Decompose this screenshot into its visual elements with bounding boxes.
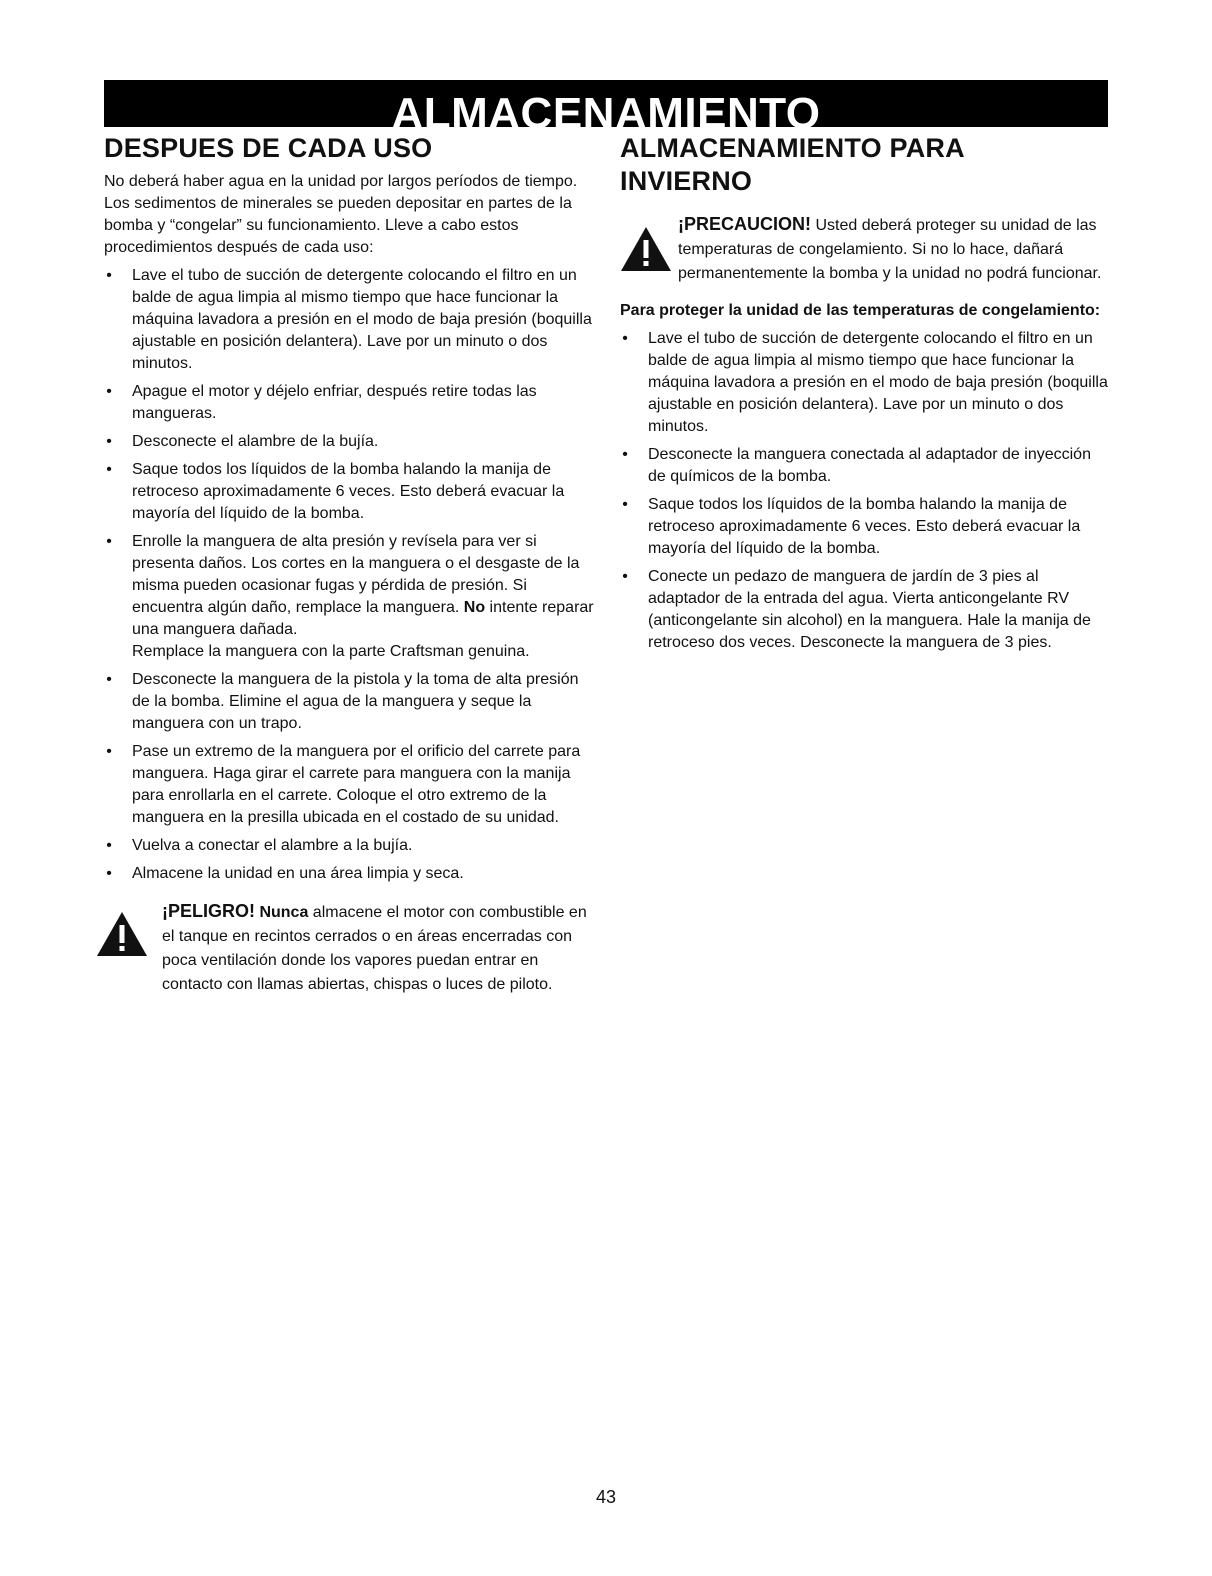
list-item: • Conecte un pedazo de manguera de jardín de 3 pies al adaptador de la entrada del agua. Vierta anticongelante RV (anticongelante sin alcohol) en la manguera. Hale la manija de retroceso dos veces. Desconecte la manguera de 3 pies. [622, 568, 1091, 651]
right-column [620, 132, 1110, 660]
list-item: • Enrolle la manguera de alta presión y revísela para ver si presenta daños. Los cortes en la manguera o el desgaste de la misma pueden ocasionar fugas y pérdida de presión. Si encuentra algún daño, remplace la manguera. No intente reparar una manguera dañada. Remplace la manguera con la parte Craftsman genuina. [106, 533, 594, 660]
page-number: 43 [595, 1487, 617, 1507]
list-item: • Pase un extremo de la manguera por el orificio del carrete para manguera. Haga girar el carrete para manguera con la manija para enrollarla en el carrete. Coloque el otro extremo de la manguera en la presilla ubicada en el costado de su unidad. [106, 743, 581, 826]
caution-label: ¡PRECAUCION! [678, 214, 811, 234]
heading-despues-de-cada-uso: DESPUES DE CADA USO [104, 133, 433, 163]
list-item: • Desconecte la manguera de la pistola y la toma de alta presión de la bomba. Elimine el agua de la manguera y seque la manguera con un trapo. [106, 671, 579, 732]
section-banner [104, 80, 1108, 127]
list-item: • Desconecte el alambre de la bujía. [106, 433, 379, 450]
list-item: • Saque todos los líquidos de la bomba halando la manija de retroceso aproximadamente 6 veces. Esto deberá evacuar la mayoría del líquido de la bomba. [106, 461, 565, 522]
list-item: • Lave el tubo de succión de detergente colocando el filtro en un balde de agua limpia al mismo tiempo que hace funcionar la máquina lavadora a presión en el modo de baja presión (boquilla ajustable en posición delantera). Lave por un minuto o dos minutos. [106, 267, 592, 372]
caution-warning: ¡PRECAUCION! Usted deberá proteger su unidad de las temperaturas de congelamiento. Si no lo hace, dañará permanentemente la bomba y la unidad no podrá funcionar. [620, 212, 1110, 286]
intro-paragraph: No deberá haber agua en la unidad por largos períodos de tiempo. Los sedimentos de minerales se pueden depositar en partes de la bomba y “congelar” su funcionamiento. Lleve a cabo estos procedimientos después de cada uso: [104, 173, 578, 256]
list-item: • Desconecte la manguera conectada al adaptador de inyección de químicos de la bomba. [622, 446, 1091, 485]
freeze-protection-subheading: Para proteger la unidad de las temperaturas de congelamiento: [620, 302, 1101, 319]
list-item: • Apague el motor y déjelo enfriar, después retire todas las mangueras. [106, 383, 537, 422]
warning-triangle-icon [96, 911, 148, 957]
list-item: • Almacene la unidad en una área limpia y seca. [106, 865, 464, 882]
danger-warning: ¡PELIGRO! Nunca almacene el motor con combustible en el tanque en recintos cerrados o en áreas encerradas con poca ventilación donde los vapores puedan entrar en contacto con llamas abiertas, chispas o luces de piloto. [104, 899, 596, 997]
danger-label: ¡PELIGRO! [162, 901, 255, 921]
left-column [104, 132, 596, 997]
winter-storage-list [620, 328, 1110, 654]
heading-almacenamiento-invierno: ALMACENAMIENTO PARA INVIERNO [620, 133, 965, 196]
banner-title: ALMACENAMIENTO [391, 89, 821, 127]
after-use-list [104, 265, 596, 885]
warning-triangle-icon [620, 226, 672, 272]
list-item: • Lave el tubo de succión de detergente colocando el filtro en un balde de agua limpia al mismo tiempo que hace funcionar la máquina lavadora a presión en el modo de baja presión (boquilla ajustable en posición delantera). Lave por un minuto o dos minutos. [622, 330, 1108, 435]
list-item: • Vuelva a conectar el alambre a la bujía. [106, 837, 413, 854]
list-item: • Saque todos los líquidos de la bomba halando la manija de retroceso aproximadamente 6 veces. Esto deberá evacuar la mayoría del líquido de la bomba. [622, 496, 1081, 557]
